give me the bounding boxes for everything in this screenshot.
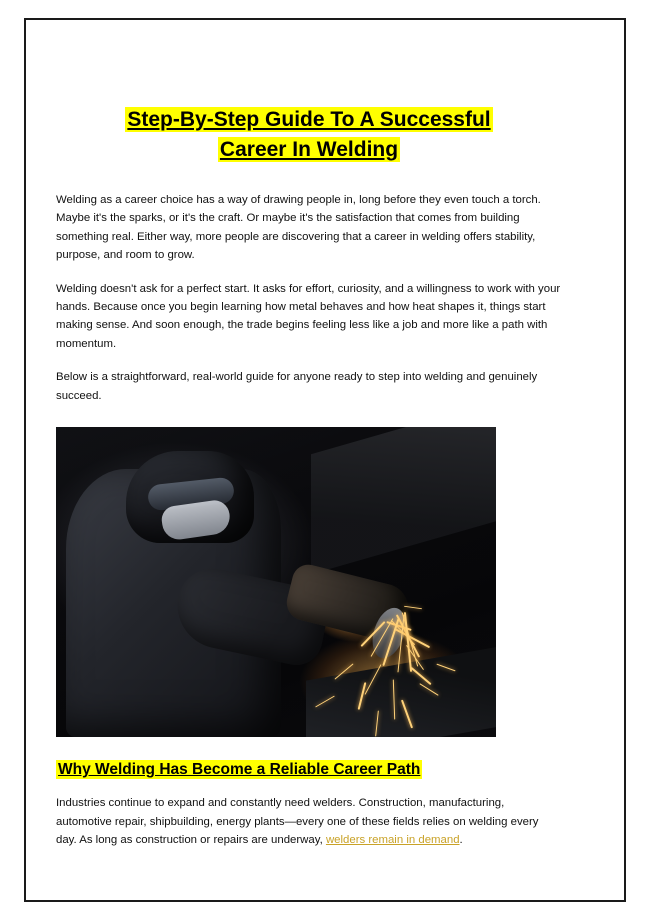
page-title-line-2: Career In Welding xyxy=(219,137,399,161)
page-title-line-1: Step-By-Step Guide To A Successful xyxy=(127,108,491,131)
section-heading-text: Why Welding Has Become a Reliable Career Path xyxy=(58,761,421,779)
paragraph-intro-3: Below is a straightforward, real-world guide for anyone ready to step into welding and genuinely succeed. xyxy=(56,371,538,402)
document-content xyxy=(56,50,562,850)
paragraph-section-1 xyxy=(56,794,562,849)
welders-in-demand-link[interactable]: welders remain in demand xyxy=(325,834,460,847)
section-heading xyxy=(56,761,562,779)
page-title xyxy=(56,105,562,165)
paragraph-intro-2: Welding doesn't ask for a perfect start. It asks for effort, curiosity, and a willingness to work with your hands. Because once you begin learning how metal behaves and how heat shapes it, things start making sense. And soon enough, the trade begins feeling less like a job and more like a path with momentum. xyxy=(56,282,561,350)
welding-photo xyxy=(56,427,496,737)
section-text-before-link: Industries continue to expand and constantly need welders. Construction, manufacturing, automotive repair, shipbuilding, energy plants—every one of these fields relies on welding every day. As long as construction or repairs are underway, xyxy=(56,797,539,847)
section-text-after-link: . xyxy=(459,834,463,847)
paragraph-intro-1: Welding as a career choice has a way of drawing people in, long before they even touch a torch. Maybe it's the sparks, or it's the craft. Or maybe it's the satisfaction that comes from building something real. Either way, more people are discovering that a career in welding offers stability, purpose, and room to grow. xyxy=(56,193,541,262)
